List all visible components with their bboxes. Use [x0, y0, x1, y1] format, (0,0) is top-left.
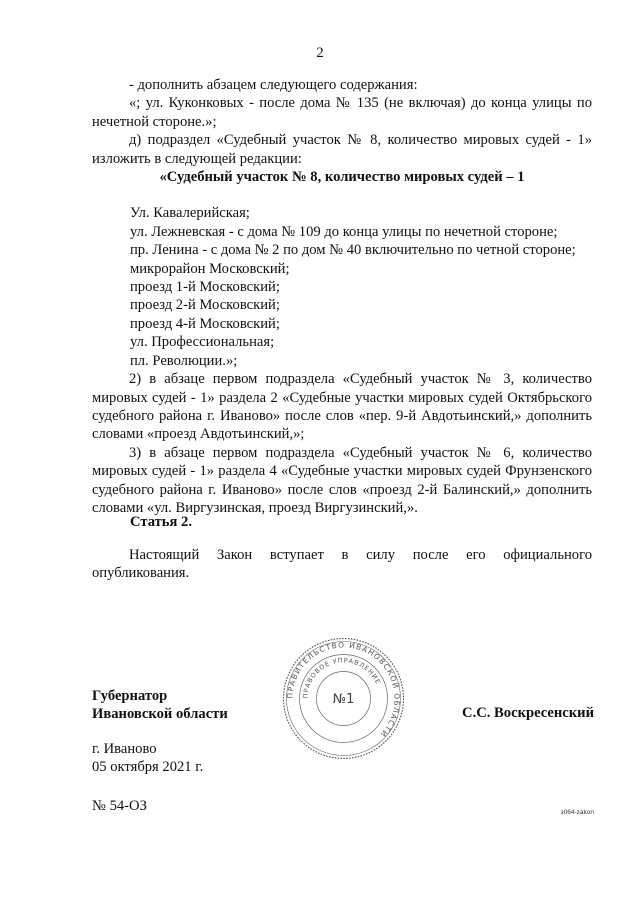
position-line: Губернатор [92, 688, 168, 704]
document-body [92, 76, 592, 517]
section-heading: «Судебный участок № 8, количество мировых судей – 1 [159, 169, 525, 186]
paragraph: д) подраздел «Судебный участок № 8, количество мировых судей - 1» изложить в следующей редакции: [92, 132, 592, 167]
place-date [92, 740, 203, 777]
date: 05 октября 2021 г. [92, 759, 204, 776]
reference-code: з064-zakon [560, 809, 594, 816]
article-body [92, 546, 592, 583]
address-item: пр. Ленина - с дома № 2 по дом № 40 включительно по четной стороне; [130, 242, 576, 259]
address-item: проезд 4-й Московский; [130, 315, 280, 332]
official-seal [281, 636, 406, 761]
address-list [92, 204, 592, 370]
address-item: проезд 1-й Московский; [130, 279, 280, 296]
signatory-position [92, 687, 228, 724]
address-item: Ул. Кавалерийская; [130, 205, 250, 222]
page-number: 2 [316, 45, 324, 61]
seal-outer-text-path: ПРАВИТЕЛЬСТВО ИВАНОВСКОЙ ОБЛАСТИ [285, 640, 402, 740]
address-item: микрорайон Московский; [130, 260, 290, 277]
place: г. Иваново [92, 741, 157, 757]
position-line: Ивановской области [92, 706, 228, 723]
paragraph: «; ул. Куконковых - после дома № 135 (не включая) до конца улицы по нечетной стороне.»; [92, 95, 592, 130]
amendment-paragraph: 3) в абзаце первом подраздела «Судебный участок № 6, количество мировых судей - 1» раздела 4 «Судебные участки мировых судей Фрунзенского судебного района г. Иваново» после слов «проезд 2-й Балинский,» дополнить словами «ул. Виргузинская, проезд Виргузинский,». [92, 444, 592, 516]
address-item: ул. Лежневская - с дома № 109 до конца улицы по нечетной стороне; [130, 223, 558, 240]
article-text: Настоящий Закон вступает в силу после его официального опубликования. [92, 547, 592, 582]
signatory-name: С.С. Воскресенский [462, 705, 594, 721]
address-item: пл. Революции.»; [130, 352, 238, 369]
address-item: проезд 2-й Московский; [130, 297, 280, 314]
seal-inner-text-path: ПРАВОВОЕ УПРАВЛЕНИЕ [301, 656, 383, 699]
spacer [92, 186, 592, 204]
paragraph: - дополнить абзацем следующего содержания: [129, 77, 418, 93]
address-item: ул. Профессиональная; [130, 334, 275, 351]
law-number: № 54-ОЗ [92, 798, 147, 814]
article-title: Статья 2. [130, 514, 192, 530]
amendment-paragraph: 2) в абзаце первом подраздела «Судебный участок № 3, количество мировых судей - 1» раздела 2 «Судебные участки мировых судей Октябрьского судебного района г. Иваново» после слов «пер. 9-й Авдотьинский,» дополнить словами «проезд Авдотьинский,»; [92, 371, 592, 443]
seal-center-number: №1 [332, 692, 355, 707]
